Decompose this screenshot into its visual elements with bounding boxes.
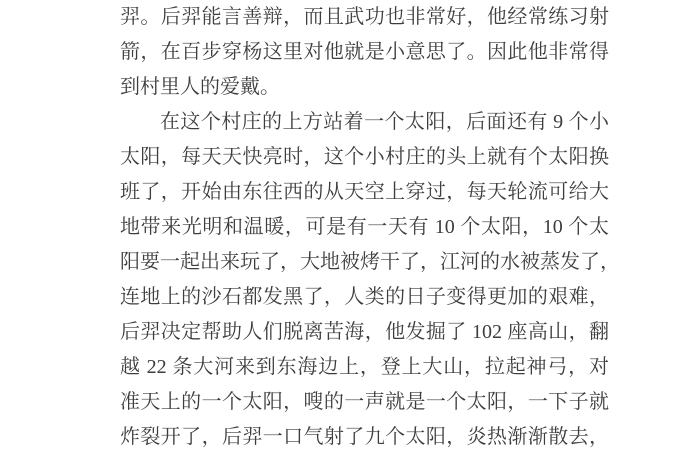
text-line: 准天上的一个太阳，嗖的一声就是一个太阳，一下子就 <box>120 391 609 413</box>
text-line: 太阳，每天天快亮时，这个小村庄的头上就有个太阳换 <box>120 146 609 168</box>
text-line: 后羿决定帮助人们脱离苦海，他发掘了 102 座高山，翻 <box>120 321 609 343</box>
text-line: 地带来光明和温暖，可是有一天有 10 个太阳，10 个太 <box>120 216 609 238</box>
text-line: 炸裂开了，后羿一口气射了九个太阳，炎热渐渐散去， <box>120 426 609 448</box>
text-line: 羿。后羿能言善辩，而且武功也非常好，他经常练习射 <box>120 6 609 28</box>
text-line: 箭，在百步穿杨这里对他就是小意思了。因此他非常得 <box>120 41 609 63</box>
text-line-paragraph-start: 在这个村庄的上方站着一个太阳，后面还有 9 个小 <box>160 111 609 133</box>
text-line: 阳要一起出来玩了，大地被烤干了，江河的水被蒸发了， <box>120 251 620 273</box>
text-line: 越 22 条大河来到东海边上，登上大山，拉起神弓，对 <box>120 356 609 378</box>
text-line: 连地上的沙石都发黑了，人类的日子变得更加的艰难， <box>120 286 609 308</box>
text-line-paragraph-end: 到村里人的爱戴。 <box>120 76 280 98</box>
text-line: 班了，开始由东往西的从天空上穿过，每天轮流可给大 <box>120 181 609 203</box>
text-block <box>120 0 620 455</box>
